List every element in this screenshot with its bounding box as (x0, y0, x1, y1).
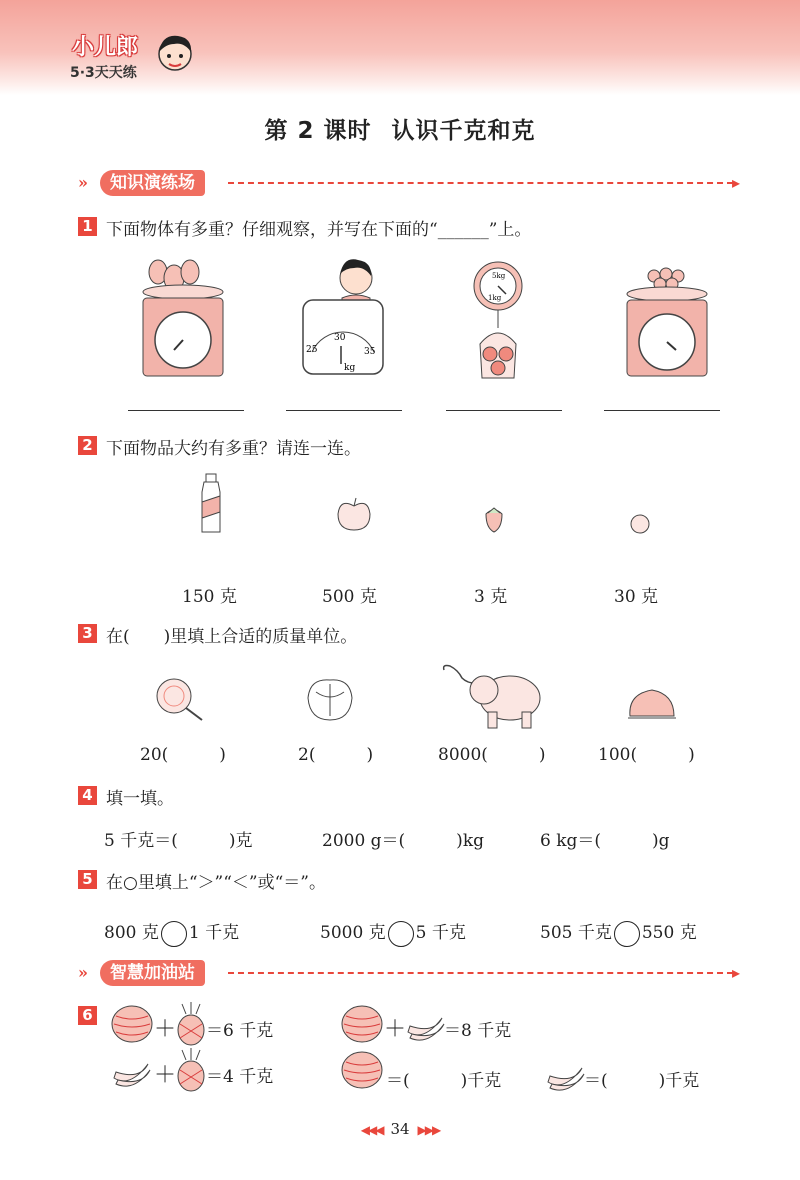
elephant-icon (440, 662, 546, 732)
section-icon: » (78, 963, 88, 982)
bottle-icon (198, 472, 224, 534)
weight-option[interactable]: 3 克 (474, 587, 508, 607)
answer-blank[interactable]: ＝( )千克 (584, 1071, 700, 1091)
pineapple-icon (174, 1002, 208, 1046)
equation-result: ＝8 千克 (444, 1021, 512, 1041)
question-number: 6 (78, 1006, 97, 1025)
conversion-item[interactable]: 2000 g＝( )kg (322, 831, 484, 851)
apple-icon (334, 496, 374, 534)
question-text: 在○里填上“＞”“＜”或“＝”。 (106, 873, 326, 893)
scale-tick-35: 35 (364, 347, 376, 357)
question-text: 填一填。 (106, 789, 174, 809)
fill-unit-item[interactable]: 8000( ) (438, 745, 546, 765)
banana-icon (404, 1006, 446, 1044)
chevron-left-icon: ◀◀◀ (360, 1123, 383, 1137)
section-wisdom-label: 智慧加油站 (100, 960, 205, 986)
cabbage-icon (302, 672, 358, 724)
scale-min-label: 1kg (488, 294, 502, 302)
scale-tick-30: 30 (334, 333, 346, 343)
lesson-title (0, 112, 800, 145)
question-number: 2 (78, 436, 97, 455)
section-practice-header (78, 170, 748, 196)
plus-sign: ＋ (384, 1017, 407, 1042)
compare-left: 800 克 (104, 923, 159, 943)
conversion-item[interactable]: 5 千克＝( )克 (104, 831, 253, 851)
mascot-icon (154, 30, 196, 80)
compare-left: 505 千克 (540, 923, 612, 943)
plus-sign: ＋ (154, 1017, 177, 1042)
chevron-right-icon: ▶▶▶ (417, 1123, 440, 1137)
brand-subtitle: 5·3天天练 (70, 65, 137, 81)
weight-option[interactable]: 500 克 (322, 587, 377, 607)
pineapple-icon (174, 1048, 208, 1092)
cherry-icon (628, 512, 652, 536)
pears-scale-icon (138, 250, 228, 380)
fill-unit-item[interactable]: 20( ) (140, 745, 226, 765)
lollipop-icon (154, 676, 210, 724)
question-number: 1 (78, 217, 97, 236)
question-text: 在( )里填上合适的质量单位。 (106, 627, 358, 647)
answer-line-1[interactable] (128, 410, 244, 411)
page-number-value: 34 (390, 1120, 410, 1138)
answer-line-4[interactable] (604, 410, 720, 411)
banana-icon (110, 1052, 152, 1090)
peach-icon (624, 684, 680, 724)
scale-tick-25: 25 (306, 345, 318, 355)
compare-right: 5 千克 (415, 923, 466, 943)
equation-result: ＝6 千克 (206, 1021, 274, 1041)
conversion-item[interactable]: 6 kg＝( )g (540, 831, 670, 851)
arrow-icon: ▸ (732, 173, 741, 192)
compare-item (320, 918, 466, 947)
watermelon-icon (340, 1050, 386, 1090)
compare-item (540, 918, 697, 947)
compare-right: 1 千克 (188, 923, 240, 943)
compare-item (104, 918, 239, 947)
question-number: 4 (78, 786, 97, 805)
hanging-scale-icon (466, 254, 530, 384)
section-icon: » (78, 173, 88, 192)
answer-line-2[interactable] (286, 410, 402, 411)
compare-circle[interactable] (388, 921, 414, 947)
question-text: 下面物品大约有多重？请连一连。 (106, 439, 361, 459)
arrow-icon: ▸ (732, 963, 741, 982)
compare-circle[interactable] (614, 921, 640, 947)
question-number: 5 (78, 870, 97, 889)
page-number (0, 1120, 800, 1138)
boy-on-scale-icon (298, 252, 388, 378)
strawberry-icon (482, 506, 506, 534)
fill-unit-item[interactable]: 100( ) (598, 745, 695, 765)
compare-circle[interactable] (161, 921, 187, 947)
fill-unit-item[interactable]: 2( ) (298, 745, 374, 765)
equation-result: ＝4 千克 (206, 1067, 274, 1087)
watermelon-icon (110, 1004, 156, 1044)
lesson-topic: 认识千克和克 (391, 118, 536, 144)
grapes-scale-icon (622, 252, 712, 380)
plus-sign: ＋ (154, 1063, 177, 1088)
compare-left: 5000 克 (320, 923, 386, 943)
compare-right: 550 克 (641, 923, 697, 943)
section-practice-label: 知识演练场 (100, 170, 205, 196)
question-number: 3 (78, 624, 97, 643)
scale-unit: kg (344, 363, 356, 373)
answer-blank[interactable]: ＝( )千克 (386, 1071, 502, 1091)
question-text: 下面物体有多重？仔细观察，并写在下面的“______”上。 (106, 220, 532, 240)
scale-max-label: 5kg (492, 272, 506, 280)
watermelon-icon (340, 1004, 386, 1044)
weight-option[interactable]: 150 克 (182, 587, 237, 607)
weight-option[interactable]: 30 克 (614, 587, 659, 607)
lesson-number: 第 2 课时 (264, 118, 372, 144)
answer-line-3[interactable] (446, 410, 562, 411)
section-wisdom-header (78, 960, 748, 986)
banana-icon (544, 1056, 586, 1094)
brand-logo: 小儿郎 (72, 35, 139, 60)
